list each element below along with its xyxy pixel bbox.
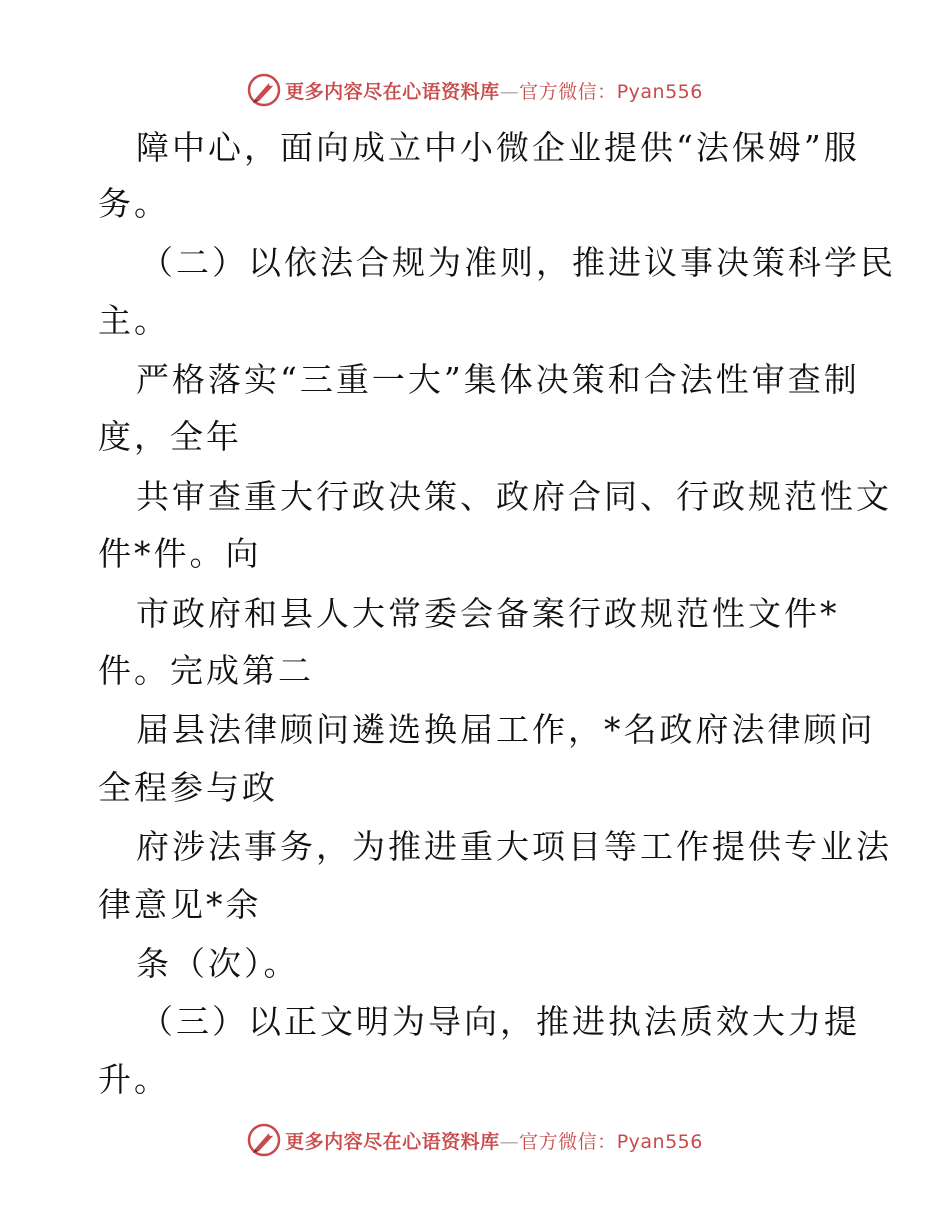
header-banner bbox=[0, 70, 950, 110]
banner-wechat-id: Pyan556 bbox=[616, 80, 703, 103]
banner-slogan: 更多内容尽在心语资料库 bbox=[285, 1130, 500, 1153]
section-heading: （三）以正文明为导向，推进执法质效大力提 bbox=[140, 1002, 860, 1041]
banner-slogan: 更多内容尽在心语资料库 bbox=[285, 80, 500, 103]
pen-logo-icon bbox=[247, 73, 281, 107]
banner-dash: — bbox=[499, 1130, 520, 1153]
body-line: 市政府和县人大常委会备案行政规范性文件* bbox=[136, 594, 840, 633]
banner-wechat-label: 官方微信： bbox=[519, 80, 617, 103]
body-line: 件*件。向 bbox=[98, 534, 262, 573]
banner-wechat-label: 官方微信： bbox=[519, 1130, 617, 1153]
body-line: 条（次）。 bbox=[136, 944, 300, 983]
section-heading: （二）以依法合规为准则，推进议事决策科学民 bbox=[140, 243, 896, 282]
banner-dash: — bbox=[499, 80, 520, 103]
body-line: 律意见*余 bbox=[98, 885, 262, 924]
body-line: 度，全年 bbox=[98, 417, 242, 456]
body-line: 升。 bbox=[98, 1060, 170, 1099]
body-line: 府涉法事务，为推进重大项目等工作提供专业法 bbox=[136, 827, 892, 866]
banner-wechat-id: Pyan556 bbox=[616, 1130, 703, 1153]
header-banner-text bbox=[285, 77, 703, 104]
footer-banner bbox=[0, 1120, 950, 1160]
body-line: 件。完成第二 bbox=[98, 651, 314, 690]
body-line: 严格落实“三重一大”集体决策和合法性审查制 bbox=[136, 360, 860, 399]
footer-banner-text bbox=[285, 1127, 703, 1154]
body-line: 务。 bbox=[98, 184, 170, 223]
pen-logo-icon bbox=[247, 1123, 281, 1157]
body-line: 全程参与政 bbox=[98, 768, 278, 807]
body-line: 障中心，面向成立中小微企业提供“法保姆”服 bbox=[136, 128, 860, 167]
body-line: 共审查重大行政决策、政府合同、行政规范性文 bbox=[136, 477, 892, 516]
body-line: 届县法律顾问遴选换届工作，*名政府法律顾问 bbox=[136, 710, 876, 749]
body-line: 主。 bbox=[98, 301, 170, 340]
